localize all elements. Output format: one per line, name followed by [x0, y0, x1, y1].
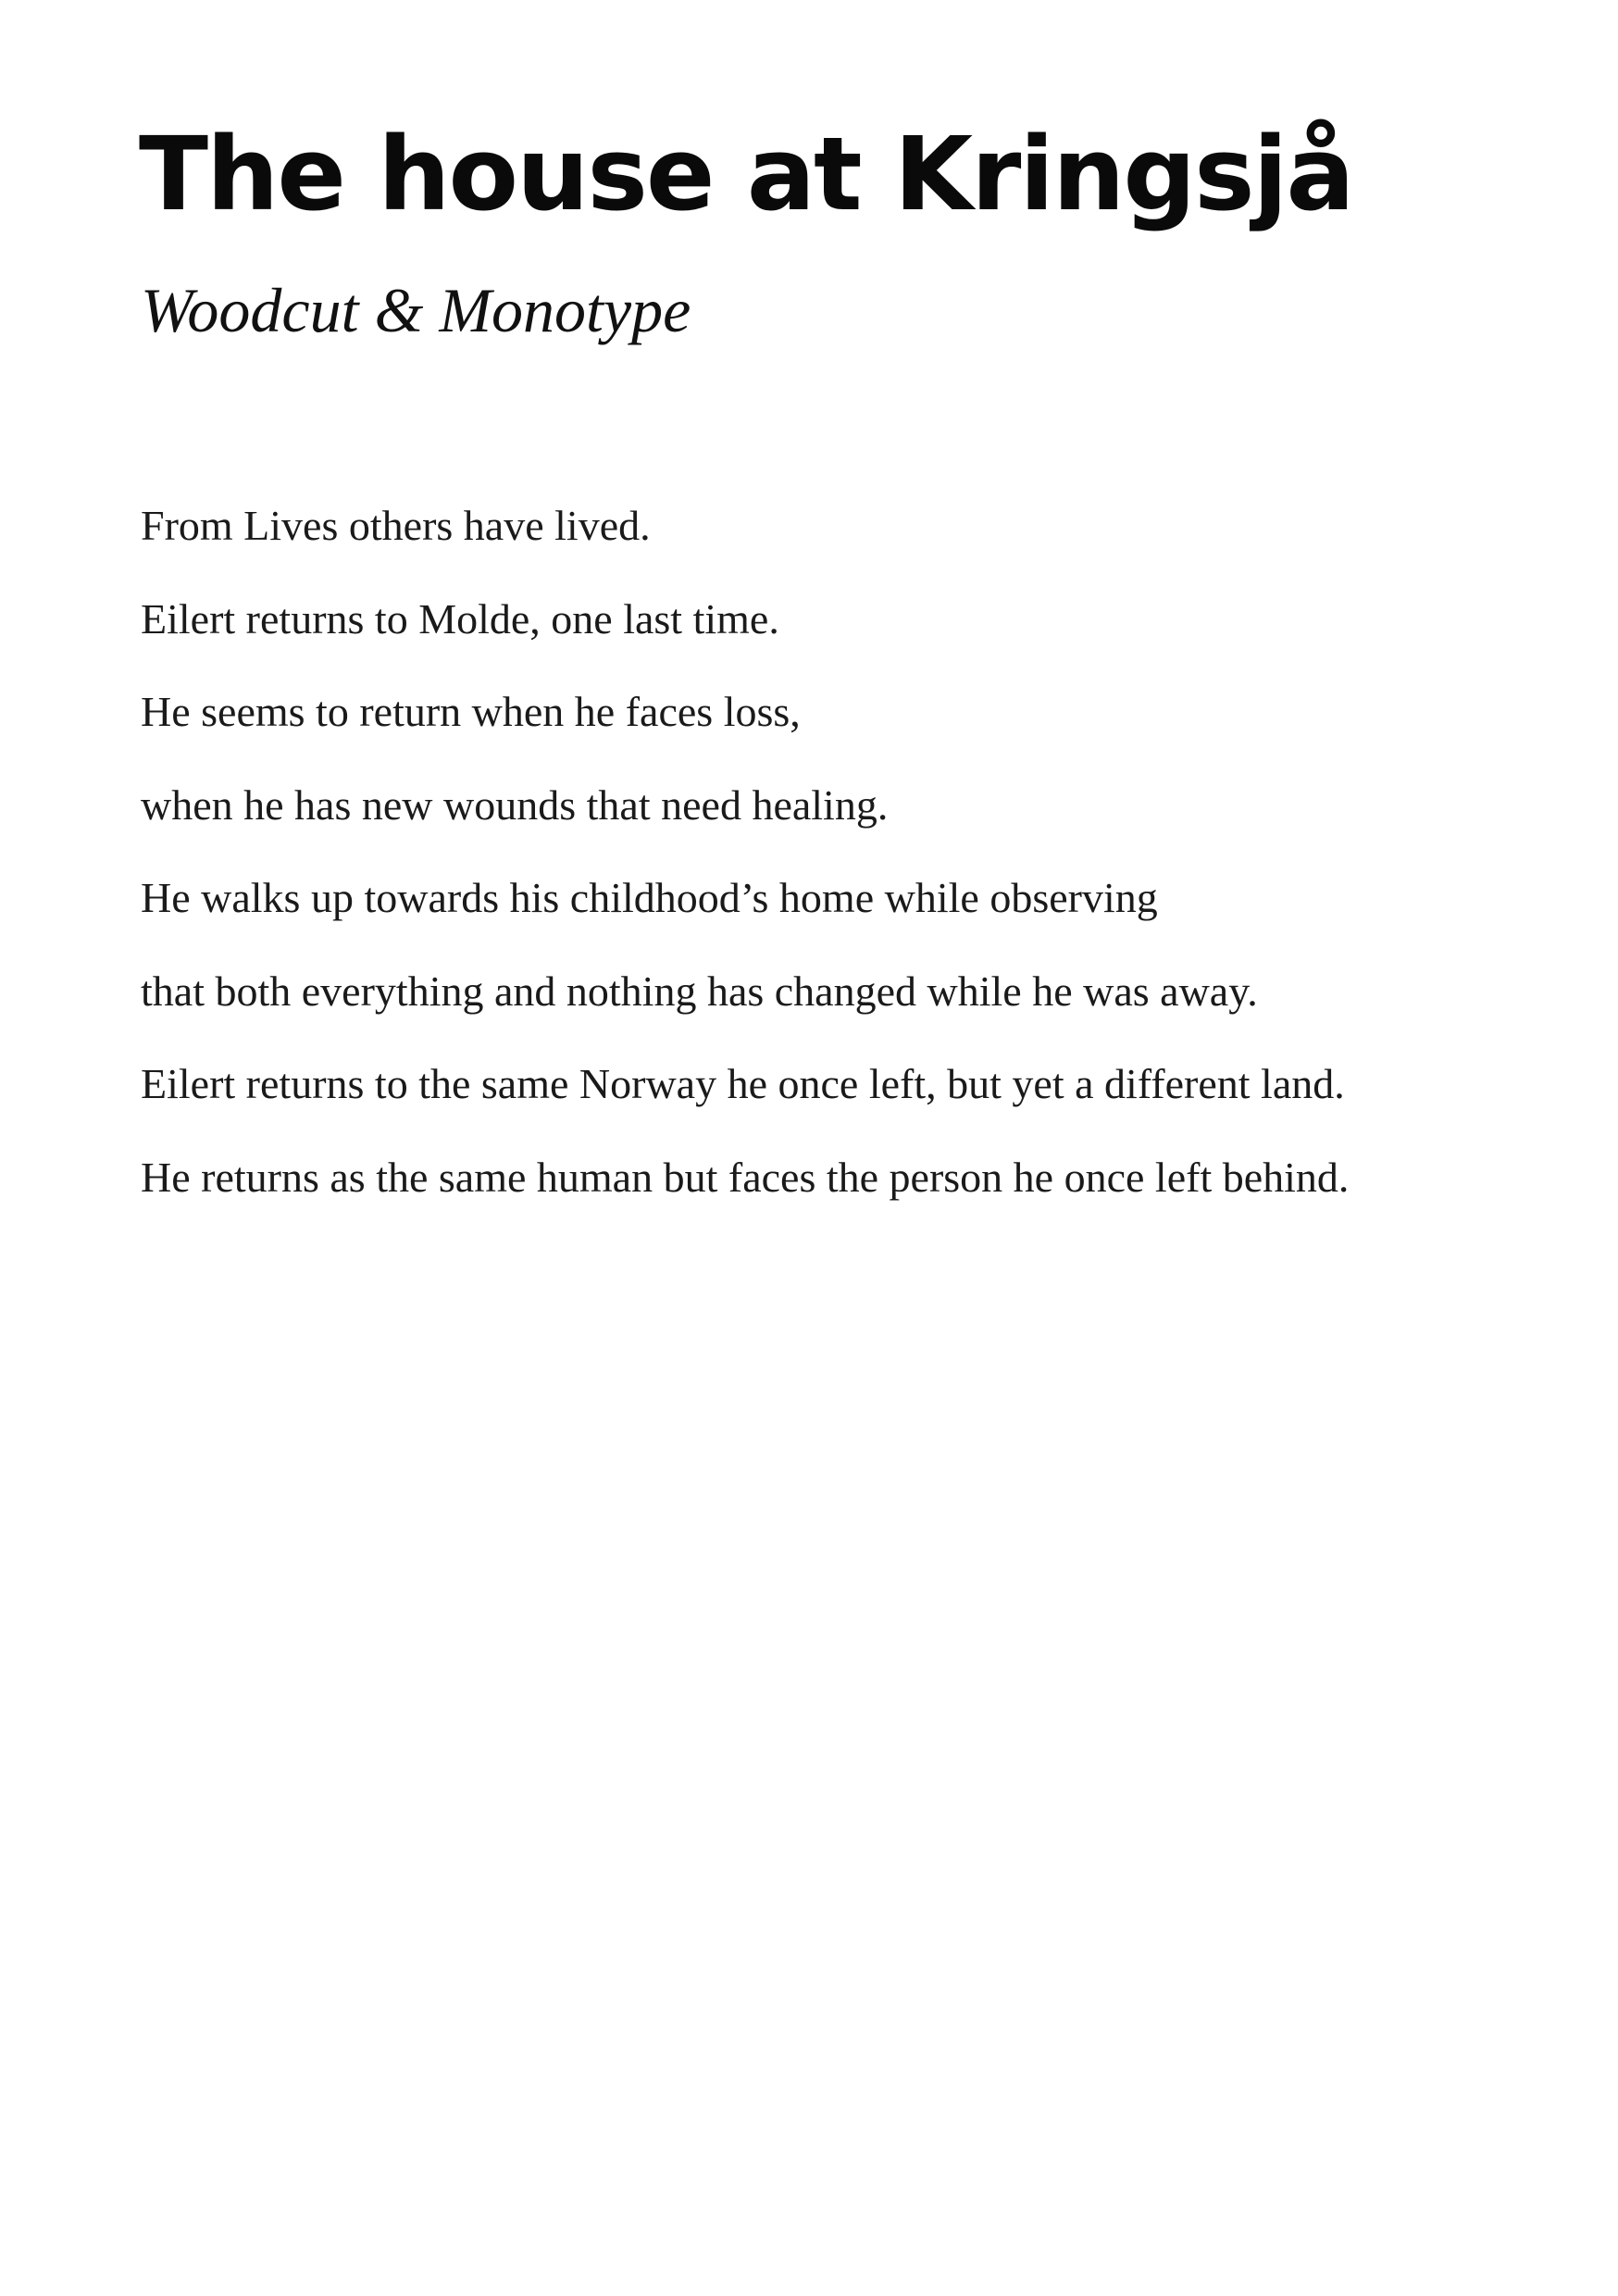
- text-line: He walks up towards his childhood’s home while observing: [141, 874, 1158, 921]
- text-line: when he has new wounds that need healing.: [141, 780, 889, 829]
- page-title: The house at Kringsjå: [139, 115, 1353, 233]
- text-line: Eilert returns to Molde, one last time.: [141, 594, 779, 643]
- text-line: He returns as the same human but faces the person he once left behind.: [141, 1153, 1350, 1201]
- body-text: [141, 480, 1349, 1224]
- text-line: From Lives others have lived.: [141, 502, 651, 549]
- text-line: Eilert returns to the same Norway he once left, but yet a different land.: [141, 1060, 1345, 1107]
- page-subtitle: Woodcut & Monotype: [141, 275, 691, 345]
- text-line: that both everything and nothing has changed while he was away.: [141, 967, 1258, 1015]
- text-line: He seems to return when he faces loss,: [141, 688, 801, 735]
